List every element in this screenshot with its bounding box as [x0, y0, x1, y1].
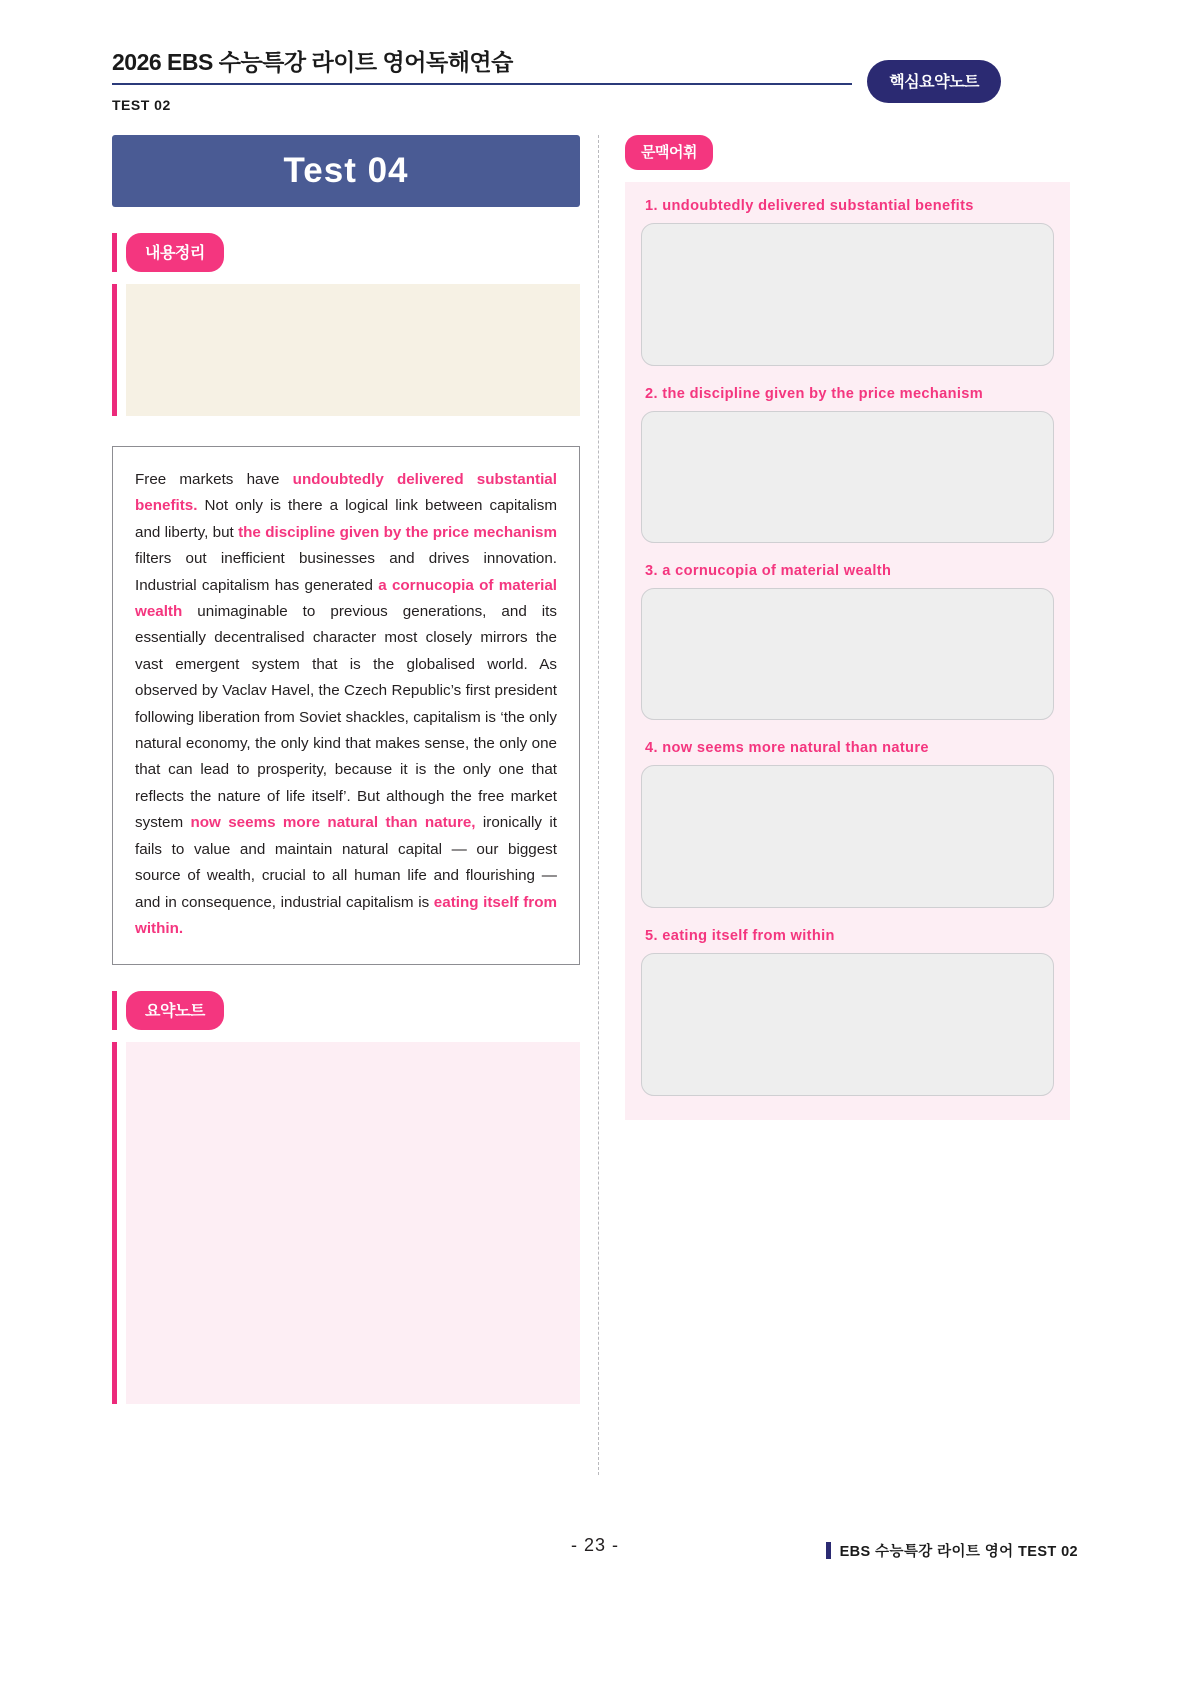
vocab-term: 2. the discipline given by the price mechanism — [645, 386, 984, 402]
footer-note-label: EBS 수능특강 라이트 영어 TEST 02 — [839, 1544, 1078, 1560]
passage-plain-text: Free markets have — [135, 471, 293, 488]
vocab-answer-area[interactable] — [641, 953, 1054, 1096]
label-accent-bar — [112, 991, 117, 1030]
content-summary-writing-area[interactable] — [126, 284, 580, 416]
vocab-panel — [625, 182, 1070, 1120]
passage-plain-text: Not only is there a logical link between capitalism and liberty, but — [135, 497, 557, 541]
passage-plain-text: unimaginable to previous generations, and its essentially decentralised character most closely mirrors the vast emergent system that is the globalised world. As observed by Vaclav Havel, the Czech Republic’s first president following liberation from Soviet shackles, capitalism is ‘the only natural economy, the only kind that makes sense, the only one that can lead to prosperity, because it is the only one that reflects the nature of life itself’. But although the free market system — [135, 603, 557, 832]
content-summary-label: 내용정리 — [126, 233, 224, 272]
right-column — [625, 135, 1070, 1120]
summary-note-label-row — [112, 991, 580, 1030]
vocab-term: 1. undoubtedly delivered substantial benefits — [645, 198, 974, 214]
summary-note-block — [112, 1042, 580, 1404]
passage-plain-text: filters out inefficient businesses and drives innovation. Industrial capitalism has generated — [135, 550, 557, 594]
summary-note-badge: 핵심요약노트 — [867, 60, 1001, 103]
content-summary-label-row — [112, 233, 580, 272]
footer-note — [826, 1540, 1078, 1561]
passage-highlight: the discipline given by the price mechanism — [238, 523, 557, 541]
vocab-item — [641, 563, 1054, 720]
vocab-item — [641, 928, 1054, 1096]
footer-accent-bar — [826, 1542, 831, 1559]
vocab-item — [641, 198, 1054, 366]
vocab-item — [641, 740, 1054, 908]
reading-passage — [112, 446, 580, 965]
vocab-term: 5. eating itself from within — [645, 928, 835, 944]
vocab-label-row — [625, 135, 1070, 170]
column-divider — [598, 135, 599, 1475]
page-title: 2026 EBS 수능특강 라이트 영어독해연습 — [112, 49, 513, 75]
vocab-term: 3. a cornucopia of material wealth — [645, 563, 892, 579]
header-divider-rule — [112, 83, 852, 85]
vocab-term: 4. now seems more natural than nature — [645, 740, 929, 756]
passage-highlight: undoubtedly delivered substantial benefits. — [135, 471, 557, 515]
page-number: - 23 - — [570, 1535, 619, 1555]
passage-highlight: a cornucopia of material wealth — [135, 576, 557, 621]
vocab-section-label: 문맥어휘 — [625, 135, 713, 170]
block-accent-bar — [112, 284, 117, 416]
test-banner — [112, 135, 580, 207]
page-header — [112, 44, 1000, 113]
left-column — [112, 135, 580, 1404]
passage-highlight: now seems more natural than nature, — [190, 814, 476, 832]
block-accent-bar — [112, 1042, 117, 1404]
vocab-answer-area[interactable] — [641, 588, 1054, 720]
vocab-answer-area[interactable] — [641, 765, 1054, 908]
passage-text — [135, 471, 557, 937]
vocab-item — [641, 386, 1054, 543]
content-summary-block — [112, 284, 580, 416]
label-accent-bar — [112, 233, 117, 272]
passage-highlight: eating itself from within. — [135, 893, 557, 937]
vocab-answer-area[interactable] — [641, 411, 1054, 543]
summary-note-label: 요약노트 — [126, 991, 224, 1030]
summary-note-writing-area[interactable] — [126, 1042, 580, 1404]
test-banner-label: Test 04 — [283, 151, 409, 190]
passage-plain-text: ironically it fails to value and maintain natural capital — our biggest source of wealth, crucial to all human life and flourishing — and in consequence, industrial capitalism is — [135, 814, 557, 911]
test-label: TEST 02 — [112, 97, 171, 113]
vocab-answer-area[interactable] — [641, 223, 1054, 366]
